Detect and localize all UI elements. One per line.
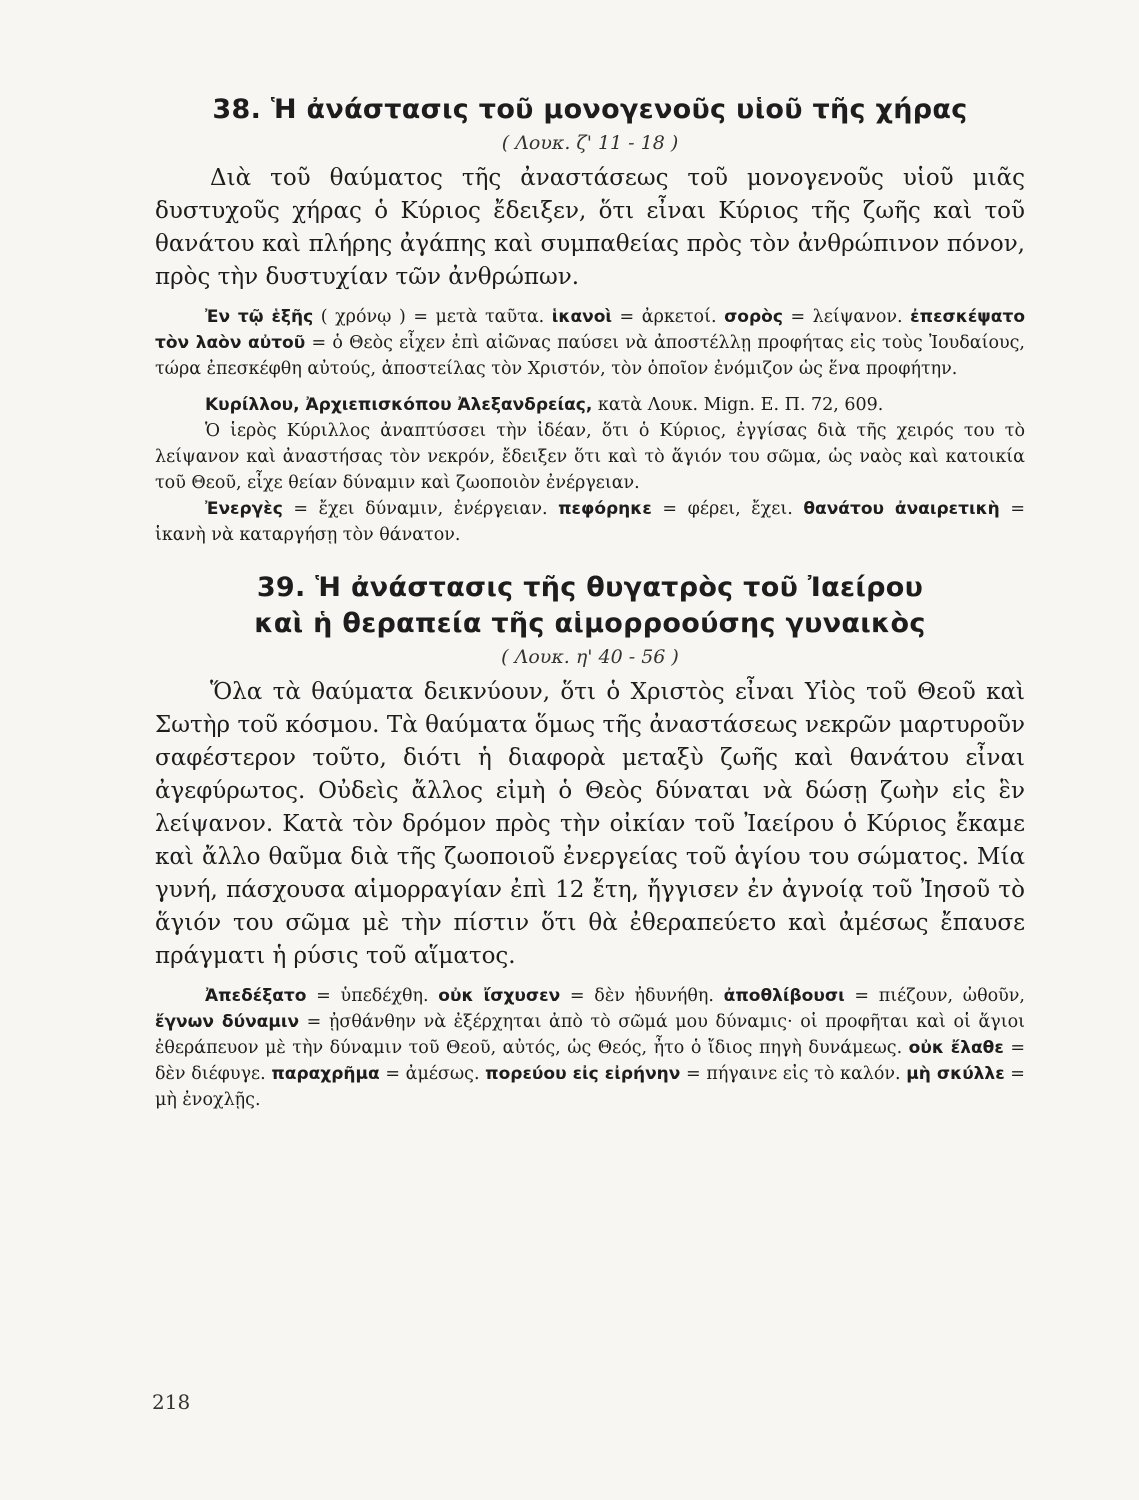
section-38-glossary [155, 304, 1025, 382]
gloss-term: ἀποθλίβουσι [723, 986, 845, 1006]
gloss-term: πεφόρηκε [558, 499, 652, 519]
gloss-term: οὐκ ἴσχυσεν [438, 986, 561, 1006]
gloss-definition: = ὑπεδέχθη. [306, 986, 439, 1006]
gloss-definition: = πήγαινε εἰς τὸ καλόν. [680, 1064, 907, 1084]
section-39-reference: ( Λουκ. η' 40 - 56 ) [501, 646, 679, 668]
gloss-term: ἔγνων δύναμιν [155, 1012, 300, 1032]
page-number: 218 [152, 1390, 191, 1414]
gloss-term: παραχρῆμα [271, 1064, 380, 1084]
section-38 [155, 92, 1025, 548]
gloss-definition: = ἱκανὴ νὰ καταργήσῃ τὸν θάνατον. [155, 499, 1026, 545]
gloss-term: ἱκανοὶ [551, 307, 613, 327]
gloss-definition: = δὲν διέφυγε. [155, 1038, 1025, 1084]
gloss-term: πορεύου εἰς εἰρήνην [485, 1064, 681, 1084]
gloss-term: Ἀπεδέξατο [205, 986, 307, 1006]
gloss-term: οὐκ ἔλαθε [908, 1038, 1004, 1058]
gloss-definition: = μὴ ἐνοχλῇς. [155, 1064, 1025, 1110]
section-38-paragraph: Διὰ τοῦ θαύματος τῆς ἀναστάσεως τοῦ μονογενοῦς υἱοῦ μιᾶς δυστυχοῦς χήρας ὁ Κύριος ἔδειξεν, ὅτι εἶναι Κύριος τῆς ζωῆς καὶ τοῦ θανάτου καὶ πλήρης ἀγάπης καὶ συμπαθείας πρὸς τὸν ἀνθρώπινον πόνον, πρὸς τὴν δυστυχίαν τῶν ἀνθρώπων. [155, 165, 1025, 290]
section-38-reference: ( Λουκ. ζ' 11 - 18 ) [501, 132, 679, 154]
gloss-definition: ( χρόνῳ ) = μετὰ ταῦτα. [313, 307, 552, 327]
section-39-title-line-2: καὶ ἡ θεραπεία τῆς αἱμορροούσης γυναικὸς [254, 608, 926, 639]
gloss-term: ἐπεσκέψατο τὸν λαὸν αὐτοῦ [155, 307, 1026, 353]
gloss-term: Ἐνεργὲς [205, 499, 283, 519]
gloss-definition: = ὁ Θεὸς εἶχεν ἐπὶ αἰῶνας παύσει νὰ ἀποστέλλῃ προφήτας εἰς τοὺς Ἰουδαίους, τώρα ἐπεσκέφθη αὐτούς, ἀποστείλας τὸν Χριστόν, τὸν ὁποῖον ἐνόμιζον ὡς ἕνα προφήτην. [155, 333, 1025, 379]
gloss-definition: = ἀμέσως. [379, 1064, 486, 1084]
patristic-commentary: Ὁ ἱερὸς Κύριλλος ἀναπτύσσει τὴν ἰδέαν, ὅτι ὁ Κύριος, ἐγγίσας διὰ τῆς χειρός του τὸ λείψανον καὶ ἀναστήσας τὸν νεκρόν, ἔδειξεν ὅτι καὶ τὸ ἅγιόν του σῶμα, ὡς ναὸς καὶ κατοικία τοῦ Θεοῦ, εἶχε θείαν δύναμιν καὶ ζωοποιὸν ἐνέργειαν. [155, 421, 1025, 493]
gloss-term: σορὸς [724, 307, 783, 327]
gloss-definition: = λείψανον. [782, 307, 911, 327]
gloss-definition: = δὲν ἠδυνήθη. [560, 986, 724, 1006]
gloss-definition: = φέρει, ἔχει. [651, 499, 804, 519]
gloss-definition: = ἔχει δύναμιν, ἐνέργειαν. [282, 499, 559, 519]
source-reference: κατὰ Λουκ. Mign. Ε. Π. 72, 609. [592, 395, 884, 415]
section-39 [155, 570, 1025, 1113]
gloss-definition: = ἀρκετοί. [612, 307, 725, 327]
gloss-definition: = ᾐσθάνθην νὰ ἐξέρχηται ἀπὸ τὸ σῶμά μου δύναμις· οἱ προφῆται καὶ οἱ ἅγιοι ἐθεράπευον μὲ τὴν δύναμιν τοῦ Θεοῦ, αὐτός, ὡς Θεός, ἦτο ὁ ἴδιος πηγὴ δυνάμεως. [155, 1012, 1025, 1058]
gloss-term: Ἐν τῷ ἑξῆς [205, 307, 314, 327]
source-author: Κυρίλλου, Ἀρχιεπισκόπου Ἀλεξανδρείας, [205, 395, 593, 415]
gloss-definition: = πιέζουν, ὠθοῦν, [844, 986, 1025, 1006]
gloss-term: μὴ σκύλλε [906, 1064, 1005, 1084]
gloss-term: θανάτου ἀναιρετικὴ [803, 499, 1000, 519]
page-content [155, 92, 1025, 1113]
section-39-paragraph: Ὅλα τὰ θαύματα δεικνύουν, ὅτι ὁ Χριστὸς εἶναι Υἱὸς τοῦ Θεοῦ καὶ Σωτὴρ τοῦ κόσμου. Τὰ θαύματα ὅμως τῆς ἀναστάσεως νεκρῶν μαρτυροῦν σαφέστερον τοῦτο, διότι ἡ διαφορὰ μεταξὺ ζωῆς καὶ θανάτου εἶναι ἀγεφύρωτος. Οὐδεὶς ἄλλος εἰμὴ ὁ Θεὸς δύναται νὰ δώσῃ ζωὴν εἰς ἓν λείψανον. Κατὰ τὸν δρόμον πρὸς τὴν οἰκίαν τοῦ Ἰαείρου ὁ Κύριος ἔκαμε καὶ ἄλλο θαῦμα διὰ τῆς ζωοποιοῦ ἐνεργείας τοῦ ἁγίου του σώματος. Μία γυνή, πάσχουσα αἱμορραγίαν ἐπὶ 12 ἔτη, ἤγγισεν ἐν ἀγνοίᾳ τοῦ Ἰησοῦ τὸ ἅγιόν του σῶμα μὲ τὴν πίστιν ὅτι θὰ ἐθεραπεύετο καὶ ἀμέσως ἔπαυσε πράγματι ἡ ρύσις τοῦ αἵματος. [155, 679, 1025, 969]
section-39-glossary [155, 983, 1025, 1113]
section-38-glossary-2 [155, 496, 1025, 548]
patristic-source [155, 392, 1025, 418]
section-38-title: 38. Ἡ ἀνάστασις τοῦ μονογενοῦς υἱοῦ τῆς χήρας [212, 94, 968, 125]
section-39-title-line-1: 39. Ἡ ἀνάστασις τῆς θυγατρὸς τοῦ Ἰαείρου [256, 572, 924, 603]
